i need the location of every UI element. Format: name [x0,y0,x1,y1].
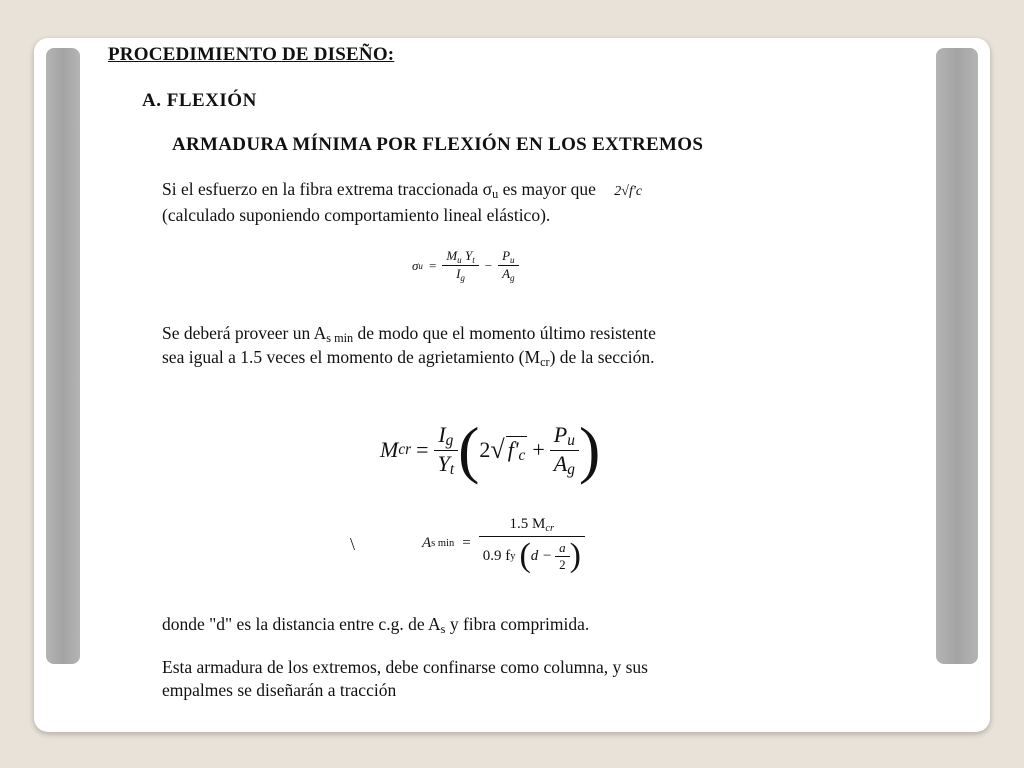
stray-mark: \ [350,534,356,554]
eq2-radicand [506,436,528,465]
eq3-right-paren: ) [569,537,581,574]
eq1-num1-b: Y [464,248,473,263]
eq2-den2-sub: g [567,460,575,478]
eq2-radicand-text: f' [507,436,519,462]
para3-text-a: donde "d" es la distancia entre c.g. de A [162,614,441,634]
para2-line2-b: ) de la sección. [549,347,655,367]
eq2-radical-sign: √ [490,435,505,464]
eq1-den2-sub: g [510,273,515,283]
eq1-num1-sub: u [457,255,462,265]
eq2-fraction-1 [434,422,459,479]
eq1-equals: = [428,257,437,273]
eq3-num: 1.5 M [509,516,546,532]
eq1-den1: I [456,266,461,281]
para2-text-b: de modo que el momento último resistente [357,323,656,343]
section-heading: A. FLEXIÓN [142,90,257,111]
para2-line2-a: sea igual a 1.5 veces el momento de agrietamiento (M [162,347,541,367]
paragraph-2-line-2 [162,346,655,374]
eq3-lhs: A [422,535,432,551]
eq2-right-paren: ) [578,414,601,485]
equation-as-min [422,514,585,573]
main-heading: PROCEDIMIENTO DE DISEÑO: [108,44,395,65]
eq3-inner-den: 2 [559,556,566,572]
eq1-num2: P [502,248,511,263]
para3-text-b: y fibra comprimida. [449,614,590,634]
right-side-bar [936,48,978,664]
eq2-num: I [438,421,446,447]
equation-sigma-u [412,248,519,283]
eq2-equals: = [416,437,429,462]
para1-sub: u [492,187,499,201]
eq3-den-sub: y [510,550,516,562]
para1-text-a: Si el esfuerzo en la fibra extrema traccionada σ [162,179,493,199]
eq2-num-sub: g [445,431,454,449]
paragraph-4-line-2: empalmes se diseñarán a tracción [162,680,397,700]
eq1-fraction-1 [442,248,478,283]
eq2-plus: + [532,437,545,462]
eq2-num2: P [553,421,568,447]
document-page [80,38,936,732]
eq3-inner-fraction [555,540,570,573]
eq2-den2: A [553,450,568,476]
eq2-radicand-sub: c [518,446,526,464]
eq1-num2-sub: u [510,255,515,265]
eq3-inner-num: a [555,540,570,557]
eq3-den-b: d − [530,547,553,564]
eq3-left-paren: ( [519,537,531,574]
eq2-den: Y [437,450,450,476]
para2-text-a: Se deberá proveer un A [162,323,327,343]
eq2-lhs: M [380,437,399,462]
para2-line2-sub: cr [540,355,550,369]
eq1-den2: A [502,266,511,281]
para2-sub: s min [326,331,354,345]
eq1-num1-b-sub: t [472,255,475,265]
eq1-fraction-2 [498,248,519,283]
eq3-fraction [479,514,585,573]
eq1-lhs: σ [412,257,419,273]
eq1-num1: M [446,248,458,263]
left-side-bar [46,48,80,664]
paragraph-1-line-1 [162,178,642,206]
para3-sub: s [440,622,446,636]
paragraph-1-line-2: (calculado suponiendo comportamiento lineal elástico). [162,205,551,225]
eq2-fraction-2 [550,422,579,479]
eq3-num-sub: cr [545,523,555,534]
equation-mcr [380,414,601,485]
para1-text-b: es mayor que [502,179,596,199]
eq2-den-sub: t [449,460,455,478]
eq3-equals: = [462,535,471,551]
eq3-den-a: 0.9 f [482,547,511,564]
eq1-den1-sub: g [460,273,465,283]
sub-heading: ARMADURA MÍNIMA POR FLEXIÓN EN LOS EXTREMOS [172,134,704,155]
eq1-lhs-sub: u [418,260,423,271]
para1-expression: 2√f'c [614,184,643,199]
eq2-left-paren: ( [458,414,480,485]
paragraph-4-line-1: Esta armadura de los extremos, debe confinarse como columna, y sus [162,657,648,677]
eq2-num2-sub: u [567,431,575,449]
eq2-lhs-sub: cr [398,441,412,458]
paragraph-3 [162,613,589,641]
eq2-two: 2 [479,437,491,462]
eq1-minus: − [484,257,493,273]
eq3-lhs-sub: s min [431,538,455,549]
